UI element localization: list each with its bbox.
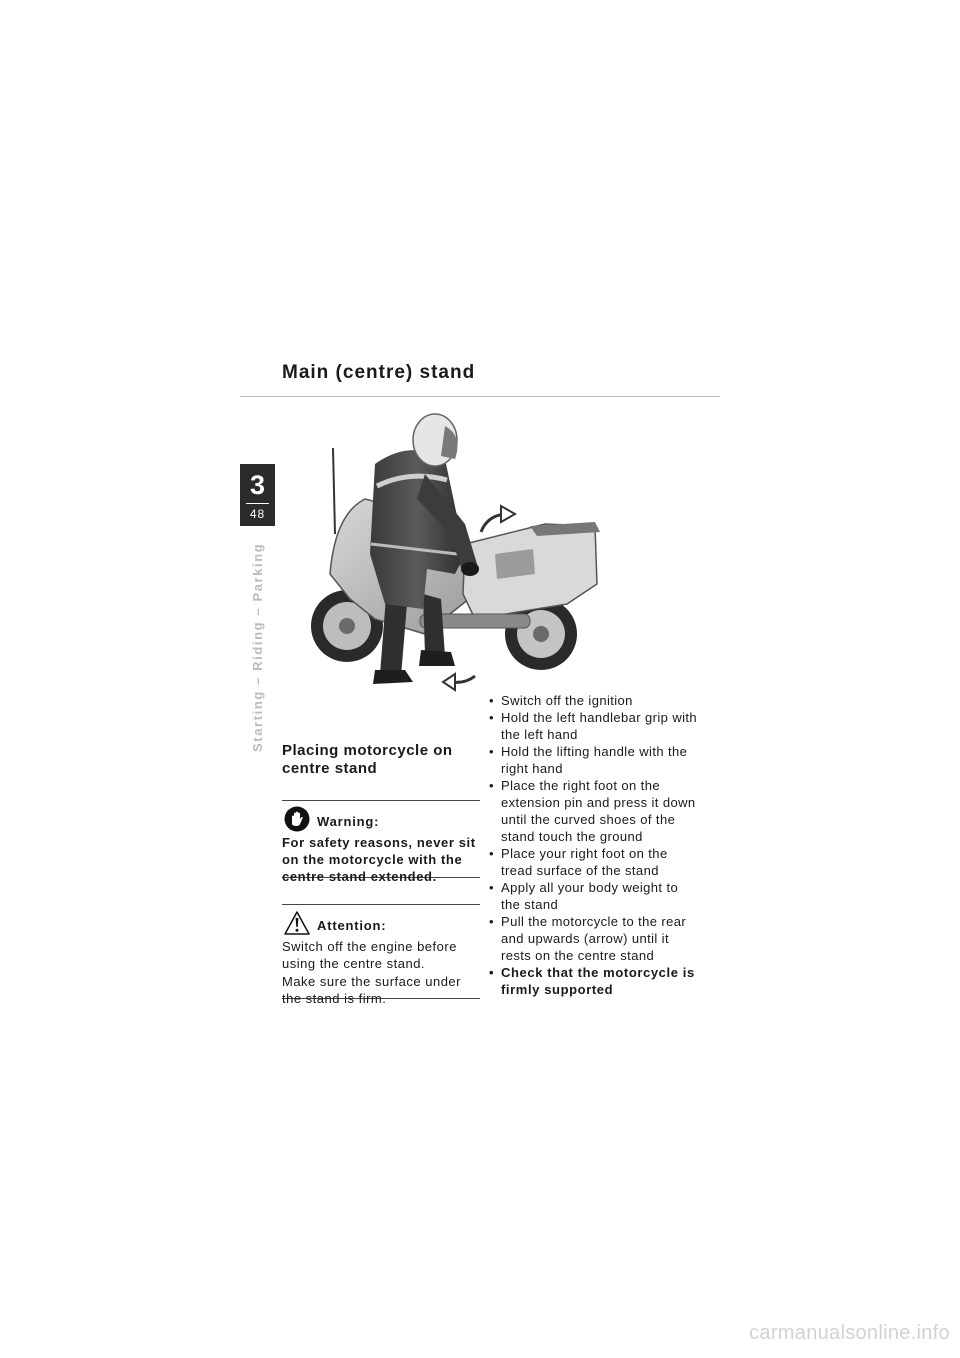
warning-note (282, 800, 480, 884)
attention-note-header (282, 905, 480, 937)
title-divider (240, 396, 720, 397)
warning-label: Warning: (317, 814, 380, 829)
chapter-tab (240, 464, 275, 526)
attention-text-engine: Switch off the engine before using the centre stand. (282, 939, 457, 971)
stop-hand-icon (284, 806, 310, 832)
list-item: • Check that the motorcycle is firmly supported (488, 964, 698, 998)
motorcycle-illustration (305, 404, 610, 694)
attention-note (282, 904, 480, 1006)
page-number: 48 (249, 507, 266, 521)
list-item: • Hold the left handlebar grip with the left hand (488, 709, 698, 743)
list-item: • Hold the lifting handle with the right hand (488, 743, 698, 777)
procedure-steps (488, 692, 698, 998)
page-title: Main (centre) stand (282, 362, 476, 383)
section-heading: Placing motorcycle on centre stand (282, 742, 453, 777)
chapter-side-label: Starting – Riding – Parking (250, 542, 265, 752)
list-item: • Place the right foot on the extension pin and press it down until the curved shoes of the stand touch the ground (488, 777, 698, 845)
list-item: • Apply all your body weight to the stand (488, 879, 698, 913)
chapter-tab-divider (246, 503, 269, 504)
attention-text-surface: Make sure the surface under the stand is firm. (282, 974, 461, 1006)
list-item: • Place your right foot on the tread surface of the stand (488, 845, 698, 879)
exclamation-triangle-icon (284, 910, 310, 936)
list-item: • Pull the motorcycle to the rear and upwards (arrow) until it rests on the centre stand (488, 913, 698, 964)
chapter-number: 3 (249, 470, 266, 500)
watermark-link[interactable]: carmanualsonline.info (749, 1322, 950, 1344)
warning-note-header (282, 801, 480, 833)
attention-label: Attention: (317, 918, 387, 933)
list-item: • Switch off the ignition (488, 692, 698, 709)
warning-text: For safety reasons, never sit on the motorcycle with the centre stand extended. (282, 835, 476, 884)
